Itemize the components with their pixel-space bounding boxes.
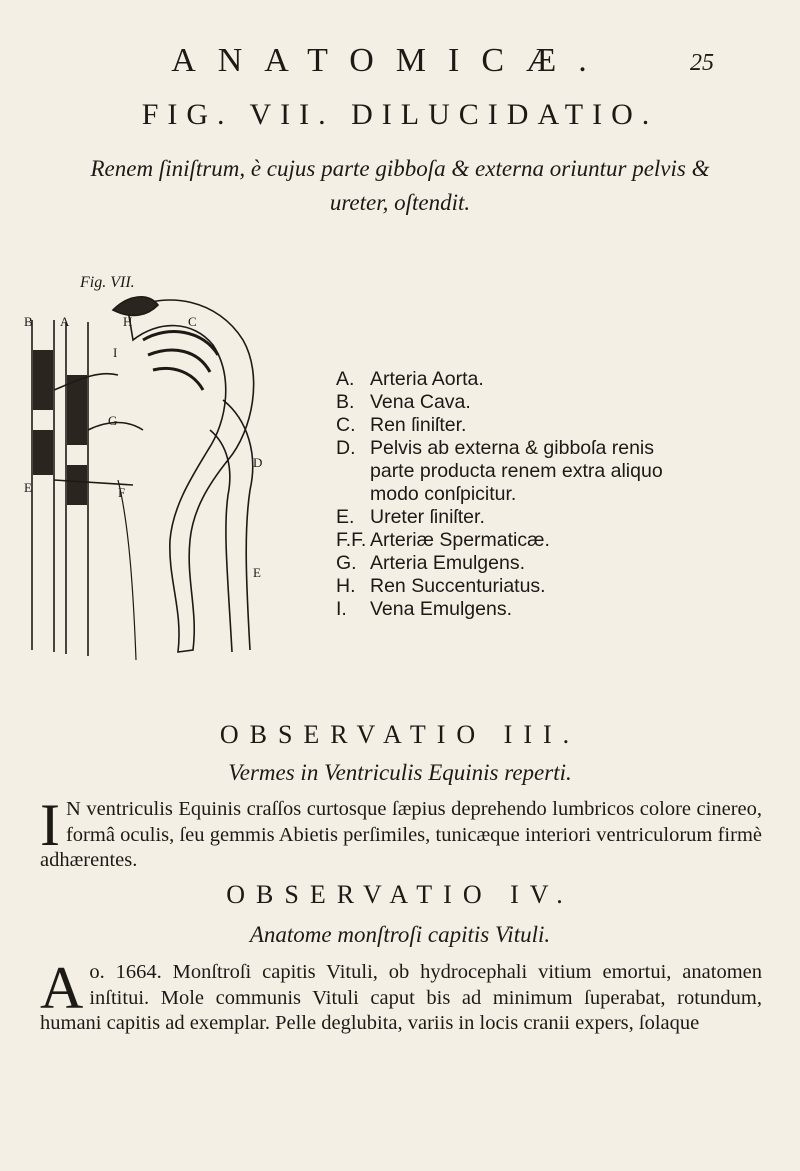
observatio-3-paragraph bbox=[40, 792, 762, 874]
observatio-4-text: o. 1664. Monſtroſi capitis Vituli, ob hydrocephali vitium emortui, anatomen inſtitui. Mole communis Vituli caput bis ad minimum ſuperabat, rotundum, humani capitis ad exemplar. Pelle deglubita, variis in locis cranii expers, ſolaque bbox=[40, 961, 762, 1034]
figure-letter-e-left: E bbox=[24, 480, 32, 495]
observatio-4-subtitle: Anatome monſtroſi capitis Vituli. bbox=[249, 922, 551, 947]
observatio-4-paragraph bbox=[40, 955, 762, 1037]
figure-letter-b: B bbox=[24, 314, 33, 329]
legend-text: Arteria Aorta. bbox=[370, 368, 484, 390]
figure-letter-e-right: E bbox=[253, 565, 261, 580]
legend-item bbox=[336, 552, 681, 575]
legend-item bbox=[336, 529, 681, 552]
legend-key: E. bbox=[336, 506, 355, 528]
figure-intro: Renem ſiniſtrum, è cujus parte gibboſa & externa oriuntur pelvis & ureter, oſtendit. bbox=[90, 156, 710, 215]
legend-text: Ren Succenturiatus. bbox=[370, 575, 546, 597]
figure-letter-h: H bbox=[123, 314, 133, 329]
legend-item bbox=[336, 575, 681, 598]
observatio-3-dropcap: I bbox=[40, 792, 60, 858]
legend-text: Pelvis ab externa & gibboſa renis parte producta renem extra aliquo modo conſpicitur. bbox=[370, 437, 663, 505]
figure-letter-d: D bbox=[253, 455, 263, 470]
legend-key: G. bbox=[336, 552, 357, 574]
legend-item bbox=[336, 414, 681, 437]
legend-text: Vena Emulgens. bbox=[370, 598, 513, 620]
running-head: ANATOMICÆ. bbox=[171, 42, 609, 79]
figure-caption: Fig. VII. bbox=[80, 274, 135, 291]
observatio-4-title: OBSERVATIO IV. bbox=[226, 880, 574, 909]
kidney-engraving bbox=[18, 274, 303, 680]
legend-item bbox=[336, 598, 681, 621]
figure-letter-a: A bbox=[60, 314, 70, 329]
figure-letter-i: I bbox=[113, 345, 118, 360]
legend-key: B. bbox=[336, 391, 355, 413]
legend-text: Ren ſiniſter. bbox=[370, 414, 467, 436]
legend-text: Arteria Emulgens. bbox=[370, 552, 525, 574]
figure-letter-g: G bbox=[108, 413, 118, 428]
observatio-3-subtitle: Vermes in Ventriculis Equinis reperti. bbox=[228, 760, 572, 785]
page-number: 25 bbox=[690, 50, 714, 76]
legend-key: A. bbox=[336, 368, 355, 390]
figure-letter-c: C bbox=[188, 314, 197, 329]
legend-text: Vena Cava. bbox=[370, 391, 471, 413]
kidney-engraving-drawing bbox=[18, 280, 303, 680]
legend-item bbox=[336, 506, 681, 529]
legend-item bbox=[336, 437, 681, 506]
legend-item bbox=[336, 391, 681, 414]
figure-letter-f: F bbox=[118, 485, 126, 500]
figure-legend bbox=[336, 368, 681, 621]
legend-text: Arteriæ Spermaticæ. bbox=[370, 529, 550, 551]
legend-key: H. bbox=[336, 575, 356, 597]
legend-item bbox=[336, 368, 681, 391]
observatio-4-dropcap: A bbox=[40, 955, 84, 1021]
observatio-3-text: N ventriculis Equinis craſſos curtosque ſæpius deprehendo lumbricos colore cinereo, formâ oculis, ſeu gemmis Abietis perſimiles, tunicæque interiori ventriculorum firmè adhærentes. bbox=[40, 798, 762, 871]
figure-heading: FIG. VII. DILUCIDATIO. bbox=[141, 98, 659, 131]
legend-text: Ureter ſiniſter. bbox=[370, 506, 485, 528]
legend-key: D. bbox=[336, 437, 356, 459]
legend-key: I. bbox=[336, 598, 347, 620]
legend-key: C. bbox=[336, 414, 356, 436]
observatio-3-title: OBSERVATIO III. bbox=[219, 720, 581, 749]
legend-key: F.F. bbox=[336, 529, 367, 551]
